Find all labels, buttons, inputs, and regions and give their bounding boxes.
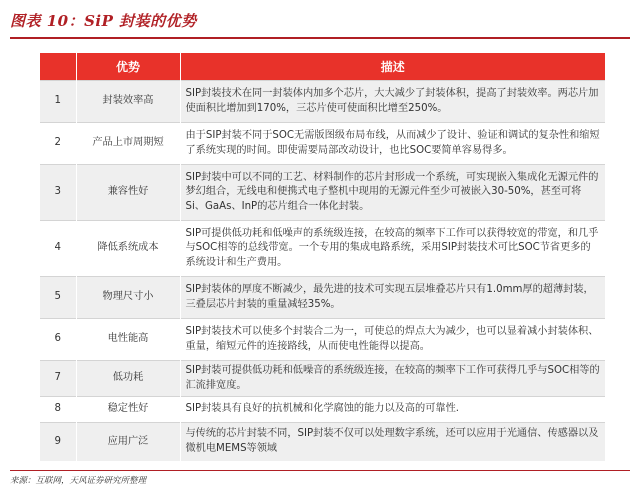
table-row — [40, 361, 605, 397]
table-row — [40, 221, 605, 277]
header-advantage: 优势 — [76, 53, 180, 81]
row-description: 由于SIP封装不同于SOC无需版图级布局布线，从而减少了设计、验证和调试的复杂性和缩短了系统实现的时间。即使需要局部改动设计，也比SOC要简单容易得多。 — [180, 123, 605, 165]
row-advantage: 兼容性好 — [76, 165, 180, 221]
row-number: 8 — [40, 397, 76, 423]
table-row — [40, 319, 605, 361]
row-description: SIP封装体的厚度不断减少，最先进的技术可实现五层堆叠芯片只有1.0mm厚的超薄封装，三叠层芯片封装的重量减轻35%。 — [180, 277, 605, 319]
row-description: 与传统的芯片封装不同，SIP封装不仅可以处理数字系统，还可以应用于光通信、传感器以及微机电MEMS等领域 — [180, 423, 605, 461]
table-row — [40, 397, 605, 423]
row-advantage: 应用广泛 — [76, 423, 180, 461]
row-description: SIP可提供低功耗和低噪声的系统级连接，在较高的频率下工作可以获得较宽的带宽，和几乎与SOC相等的总线带宽。一个专用的集成电路系统，采用SIP封装技术可比SOC节省更多的系统设计和生产费用。 — [180, 221, 605, 277]
row-advantage: 降低系统成本 — [76, 221, 180, 277]
row-description: SIP封装技术可以使多个封装合二为一，可使总的焊点大为减少，也可以显着减小封装体积、重量，缩短元件的连接路线，从而使电性能得以提高。 — [180, 319, 605, 361]
table-row — [40, 423, 605, 461]
table-row — [40, 123, 605, 165]
row-number: 5 — [40, 277, 76, 319]
sip-advantages-table — [40, 53, 605, 461]
row-number: 3 — [40, 165, 76, 221]
table-header-row — [40, 53, 605, 81]
row-advantage: 封装效率高 — [76, 81, 180, 123]
header-description: 描述 — [180, 53, 605, 81]
row-description: SIP封装具有良好的抗机械和化学腐蚀的能力以及高的可靠性. — [180, 397, 605, 423]
row-description: SIP封装技术在同一封装体内加多个芯片，大大减少了封装体积，提高了封装效率。两芯片加使面积比增加到170%，三芯片使可使面积比增至250%。 — [180, 81, 605, 123]
row-advantage: 电性能高 — [76, 319, 180, 361]
source-divider — [10, 470, 630, 471]
header-number — [40, 53, 76, 81]
row-number: 9 — [40, 423, 76, 461]
figure-title: 图表 10：SiP 封装的优势 — [10, 12, 197, 30]
title-divider — [10, 37, 630, 39]
table-row — [40, 277, 605, 319]
row-advantage: 物理尺寸小 — [76, 277, 180, 319]
row-advantage: 低功耗 — [76, 361, 180, 397]
row-number: 2 — [40, 123, 76, 165]
source-note: 来源：互联网，天风证券研究所整理 — [10, 476, 147, 486]
table-row — [40, 81, 605, 123]
row-number: 1 — [40, 81, 76, 123]
row-number: 4 — [40, 221, 76, 277]
row-description: SIP封装中可以不同的工艺、材料制作的芯片封形成一个系统，可实现嵌入集成化无源元件的梦幻组合，无线电和便携式电子整机中现用的无源元件至少可被嵌入30-50%，甚至可将Si、GaAs、InP的芯片组合一体化封装。 — [180, 165, 605, 221]
row-description: SIP封装可提供低功耗和低噪音的系统级连接，在较高的频率下工作可获得几乎与SOC相等的汇流排宽度。 — [180, 361, 605, 397]
row-number: 6 — [40, 319, 76, 361]
row-advantage: 稳定性好 — [76, 397, 180, 423]
table-row — [40, 165, 605, 221]
row-number: 7 — [40, 361, 76, 397]
row-advantage: 产品上市周期短 — [76, 123, 180, 165]
